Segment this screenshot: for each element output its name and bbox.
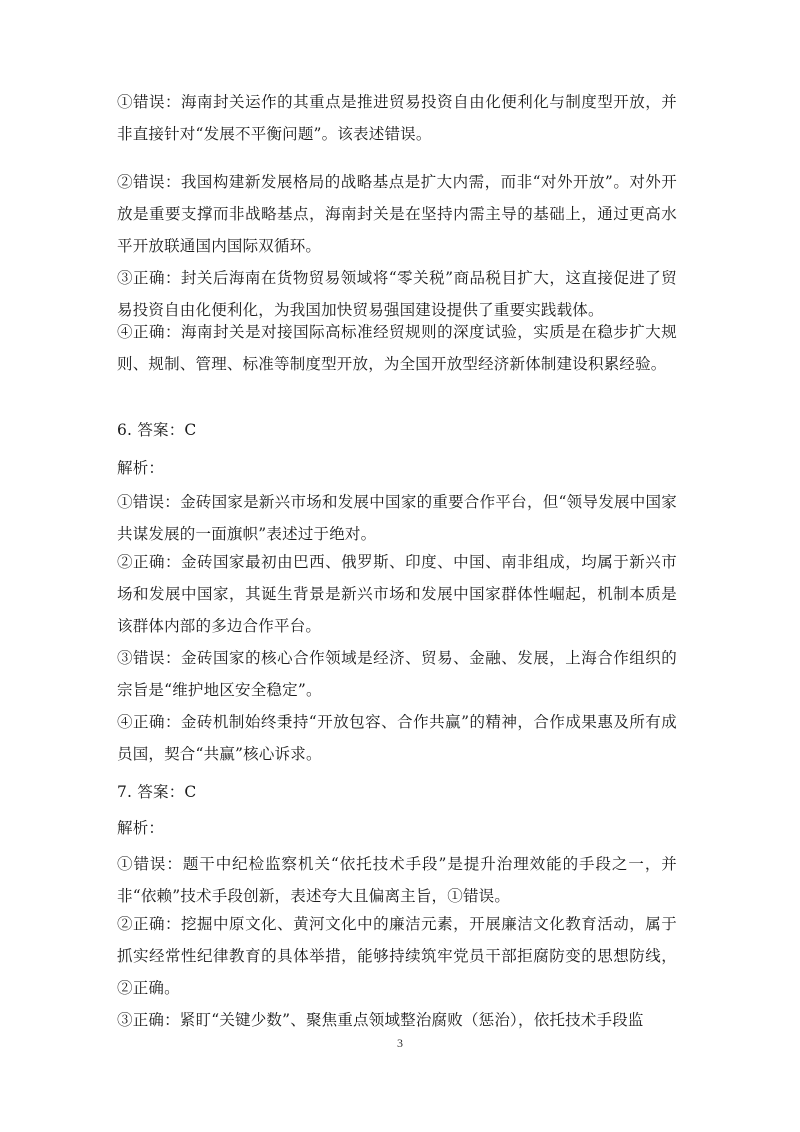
q5-item2-paragraph: ②错误：我国构建新发展格局的战略基点是扩大内需，而非“对外开放”。对外开放是重要支撑而非战略基点，海南封关是在坚持内需主导的基础上，通过更高水平开放联通国内国际双循环。 (117, 173, 677, 255)
q6-answer-heading: 6. 答案：C (117, 421, 197, 439)
q7-answer-heading: 7. 答案：C (117, 783, 197, 801)
q7-analysis-label: 解析： (117, 819, 165, 837)
q6-item2-paragraph: ②正确：金砖国家最初由巴西、俄罗斯、印度、中国、南非组成，均属于新兴市场和发展中国家，其诞生背景是新兴市场和发展中国家群体性崛起，机制本质是该群体内部的多边合作平台。 (117, 553, 677, 635)
q6-item4-paragraph: ④正确：金砖机制始终秉持“开放包容、合作共赢”的精神，合作成果惠及所有成员国，契合“共赢”核心诉求。 (117, 713, 677, 763)
q7-item2-paragraph: ②正确：挖掘中原文化、黄河文化中的廉洁元素，开展廉洁文化教育活动，属于抓实经常性纪律教育的具体举措，能够持续筑牢党员干部拒腐防变的思想防线，②正确。 (117, 915, 677, 997)
q6-item1-paragraph: ①错误：金砖国家是新兴市场和发展中国家的重要合作平台，但“领导发展中国家共谋发展的一面旗帜”表述过于绝对。 (117, 493, 677, 543)
q7-item3-paragraph: ③正确：紧盯“关键少数”、聚焦重点领域整治腐败（惩治），依托技术手段监 (117, 1011, 644, 1029)
q5-item1-paragraph: ①错误：海南封关运作的其重点是推进贸易投资自由化便利化与制度型开放，并非直接针对“发展不平衡问题”。该表述错误。 (117, 93, 677, 143)
q5-item3-paragraph: ③正确：封关后海南在货物贸易领域将“零关税”商品税目扩大，这直接促进了贸易投资自由化便利化，为我国加快贸易强国建设提供了重要实践载体。 (117, 269, 677, 319)
q5-item4-paragraph: ④正确：海南封关是对接国际高标准经贸规则的深度试验，实质是在稳步扩大规则、规制、管理、标准等制度型开放，为全国开放型经济新体制建设积累经验。 (117, 323, 677, 373)
q7-item1-paragraph: ①错误：题干中纪检监察机关“依托技术手段”是提升治理效能的手段之一，并非“依赖”技术手段创新，表述夸大且偏离主旨，①错误。 (117, 855, 677, 905)
q6-analysis-label: 解析： (117, 459, 165, 477)
page-number: 3 (397, 1036, 403, 1050)
q6-item3-paragraph: ③错误：金砖国家的核心合作领域是经济、贸易、金融、发展，上海合作组织的宗旨是“维护地区安全稳定”。 (117, 649, 677, 699)
